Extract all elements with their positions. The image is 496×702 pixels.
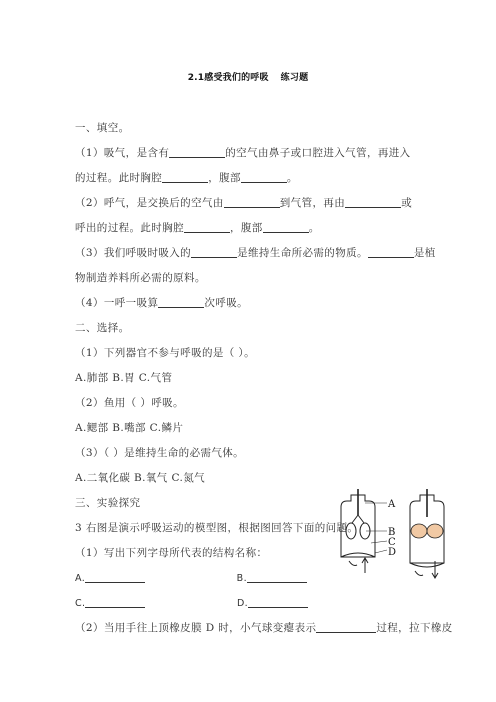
label-c: C.: [75, 598, 86, 609]
blank-field[interactable]: [263, 221, 309, 233]
blank-field[interactable]: [345, 196, 401, 208]
blank-field[interactable]: [191, 246, 237, 258]
choice-q3-stem: （3）（ ）是维持生命的必需气体。: [75, 447, 245, 459]
blank-field[interactable]: [158, 296, 204, 308]
choice-q2-stem: （2）鱼用（ ）呼吸。: [75, 397, 184, 409]
blank-field[interactable]: [162, 171, 208, 183]
section3-heading: 三、实验探究: [75, 497, 141, 509]
figure-letter: A: [388, 499, 396, 510]
blank-field[interactable]: [368, 246, 414, 258]
section2-heading: 二、选择。: [75, 322, 130, 334]
blank-field-d[interactable]: [248, 596, 308, 608]
figure-letter: D: [388, 547, 397, 558]
blank-field-b[interactable]: [247, 571, 307, 583]
choice-q3-options: A.二氧化碳 B.氧气 C.氮气: [75, 472, 206, 484]
fill-q1-line1: （1）吸气，是含有 的空气由鼻子或口腔进入气管，再进入: [75, 147, 411, 159]
title-main: 感受我们的呼吸: [204, 73, 269, 83]
fill-q1-line2: 的过程。此时胸腔 ，腹部 。: [75, 172, 298, 184]
blank-field[interactable]: [184, 221, 230, 233]
label-b: B.: [236, 573, 247, 584]
section1-heading: 一、填空。: [75, 122, 130, 134]
experiment-q1: （1）写出下列字母所代表的结构名称：: [75, 547, 268, 559]
page-title: [0, 70, 496, 83]
blank-field-c[interactable]: [85, 596, 145, 608]
experiment-intro: 3 右图是演示呼吸运动的模型图，根据图回答下面的问题。: [75, 522, 359, 534]
left-balloon: [346, 523, 356, 539]
choice-q2-options: A.鳃部 B.嘴部 C.鳞片: [75, 422, 184, 434]
right-membrane: [410, 563, 444, 567]
figure-letter: B: [388, 527, 396, 538]
answer-row-cd: [75, 596, 308, 611]
answer-row-ab: [75, 571, 307, 586]
fill-q3-line2: 物制造养料所必需的原料。: [75, 272, 206, 284]
label-d: D.: [236, 598, 249, 609]
choice-q1-stem: （1）下列器官不参与呼吸的是（ ）。: [75, 347, 255, 359]
fill-q4: （4）一呼一吸算 次呼吸。: [75, 297, 248, 309]
figure-letter: C: [388, 537, 396, 548]
experiment-q2: （2）当用手往上顶橡皮膜 D 时，小气球变瘪表示 过程，拉下橡皮: [75, 622, 453, 634]
fill-q2-line1: （2）呼气，是交换后的空气由 到气管，再由 或: [75, 197, 413, 209]
blank-field[interactable]: [316, 621, 376, 633]
blank-field[interactable]: [241, 171, 287, 183]
blank-field-a[interactable]: [85, 571, 145, 583]
blank-field[interactable]: [169, 146, 225, 158]
fill-q3-line1: （3）我们呼吸时吸入的 是维持生命所必需的物质。 是植: [75, 247, 436, 259]
blank-field[interactable]: [224, 196, 280, 208]
title-sub: 练习题: [280, 73, 309, 83]
label-a: A.: [75, 573, 86, 584]
right-balloon: [411, 524, 427, 538]
breathing-model-figure: [335, 487, 450, 579]
choice-q1-options: A.肺部 B.胃 C.气管: [75, 372, 173, 384]
title-code: 2.1: [187, 73, 205, 83]
left-membrane: [341, 553, 375, 557]
fill-q2-line2: 呼出的过程。此时胸腔 ，腹部 。: [75, 222, 320, 234]
